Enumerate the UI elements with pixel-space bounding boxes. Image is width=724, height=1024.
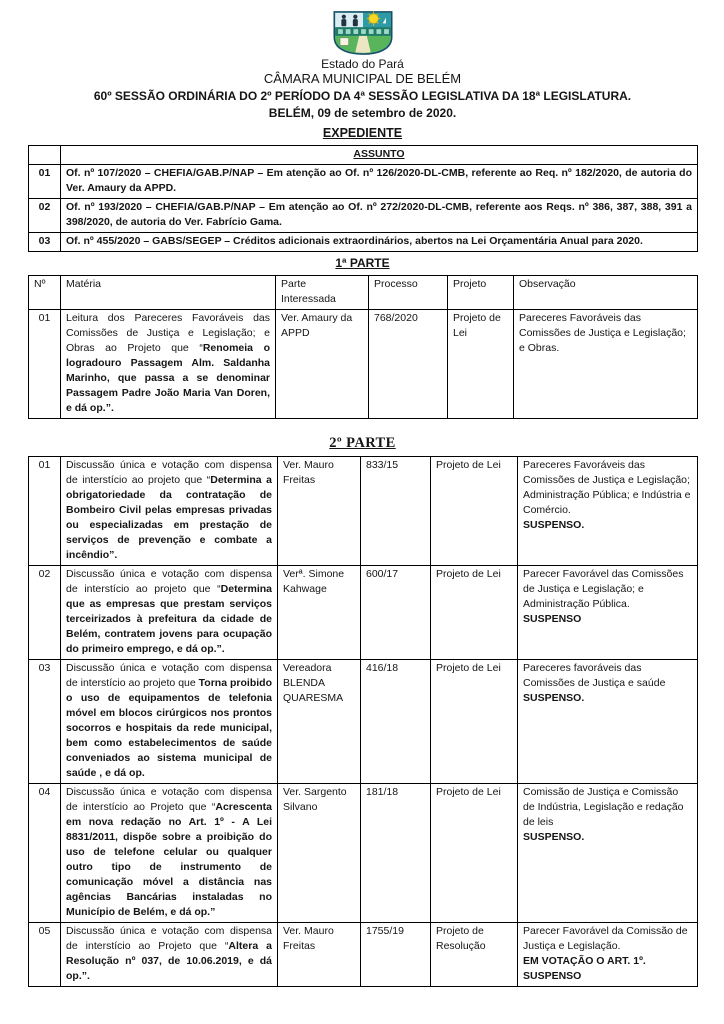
processo-cell: 416/18 (361, 660, 431, 784)
parte1-heading: 1ª PARTE (335, 256, 390, 270)
observacao-text: Pareceres Favoráveis das Comissões de Justiça e Legislação; Administração Pública; e Indústria e Comércio. (523, 459, 691, 516)
observacao-status: SUSPENSO. (523, 519, 585, 531)
materia-bold-text: Determina que as empresas que prestam serviços terceirizados à prefeitura da cidade de Belém, contratem jovens para ocupação do primeiro emprego, e dá op. (66, 583, 272, 655)
materia-end-text: ”. (109, 549, 118, 561)
figure-right-body (352, 19, 357, 26)
chapel-building (340, 38, 349, 46)
materia-bold-text: Torna proibido o uso de equipamentos de telefonia móvel em blocos cirúrgicos nos prontos socorros e hospitais da rede municipal, bem como estabelecimentos de saúde conveniados ao sistema municipal de saúde , e dá op. (66, 677, 272, 779)
observacao-status: EM VOTAÇÃO O ART. 1º. (523, 955, 646, 967)
expediente-heading: EXPEDIENTE (322, 126, 403, 140)
processo-cell: 181/18 (361, 784, 431, 923)
col-header-projeto: Projeto (448, 276, 514, 310)
parte2-row (29, 784, 698, 923)
expediente-table (28, 145, 698, 252)
assunto-cell: Of. nº 455/2020 – GABS/SEGEP – Créditos adicionais extraordinários, abertos na Lei Orçamentária Anual para 2020. (61, 233, 698, 252)
assunto-header-row (29, 146, 698, 165)
parte2-row (29, 457, 698, 566)
observacao-status: SUSPENSO (523, 613, 582, 625)
assunto-cell: Of. nº 193/2020 – CHEFIA/GAB.P/NAP – Em atenção ao Of. nº 272/2020-DL-CMB, referente aos Reqs. nº 386, 387, 388, 391 a 398/2020, de autoria do Ver. Fabrício Gama. (61, 199, 698, 233)
materia-end-text: ”. (105, 402, 114, 414)
sun-icon (368, 14, 378, 24)
materia-text: Discussão única e votação com dispensa de interstício ao Projeto que “ (66, 786, 272, 813)
parte-interessada-cell: Ver. Mauro Freitas (278, 923, 361, 987)
sky-left-quarter (335, 13, 363, 27)
projeto-cell: Projeto de Lei (431, 457, 518, 566)
assunto-header-cell: ASSUNTO (61, 146, 698, 165)
parte-interessada-cell: Ver. Amaury da APPD (276, 310, 369, 419)
chamber-title: CÂMARA MUNICIPAL DE BELÉM (263, 71, 462, 86)
parte1-row (29, 310, 698, 419)
materia-bold-text: Renomeia o logradouro Passagem Alm. Saldanha Marinho, que passa a se denominar Passagem Padre João Maria Van Doren, e dá op. (66, 342, 270, 414)
materia-bold-text: Altera a Resolução nº 037, de 10.06.2019, e dá op. (66, 940, 272, 982)
parte2-row (29, 566, 698, 660)
row-number-cell: 04 (29, 784, 61, 923)
row-number-cell: 01 (29, 310, 61, 419)
observacao-cell (518, 784, 698, 923)
observacao-text: Parecer Favorável da Comissão de Justiça e Legislação. (523, 925, 688, 952)
row-number-cell: 03 (29, 233, 61, 252)
state-title: Estado do Pará (321, 57, 404, 71)
materia-text: Discussão única e votação com dispensa de interstício ao projeto que (66, 662, 272, 689)
parte-interessada-cell: Ver. Sargento Silvano (278, 784, 361, 923)
materia-text: Discussão única e votação com dispensa de interstício ao Projeto que “ (66, 925, 272, 952)
observacao-text: Comissão de Justiça e Comissão de Indústria, Legislação e redação de leis (523, 786, 684, 828)
parte-interessada-cell: Vereadora BLENDA QUARESMA (278, 660, 361, 784)
parte2-table (28, 456, 698, 987)
materia-text: Discussão única e votação com dispensa de interstício ao projeto que “ (66, 568, 272, 595)
materia-cell (61, 310, 276, 419)
expediente-row (29, 233, 698, 252)
row-number-cell: 01 (29, 457, 61, 566)
projeto-cell: Projeto de Lei (431, 660, 518, 784)
materia-bold-text: Determina a obrigatoriedade da contratação de Bombeiro Civil pelas empresas privadas ou especializadas em prestação de serviços de prevenção e combate a incêndio (66, 474, 273, 561)
col-header-processo: Processo (369, 276, 448, 310)
parte-interessada-cell: Verª. Simone Kahwage (278, 566, 361, 660)
materia-cell (61, 660, 278, 784)
document-header (28, 10, 697, 141)
materia-bold-text: Acrescenta em nova redação no Art. 1º - A Lei 8831/2011, dispõe sobre a proibição do uso de telefone celular ou qualquer outro tipo de instrumento de comunicação móvel a distância nas agências Bancárias instaladas no Município de Belém, e dá op. (66, 801, 272, 918)
row-number-cell: 05 (29, 923, 61, 987)
col-header-num: Nº (29, 276, 61, 310)
row-number-cell: 02 (29, 199, 61, 233)
session-title: 60º SESSÃO ORDINÁRIA DO 2º PERÍODO DA 4ª SESSÃO LEGISLATIVA DA 18ª LEGISLATURA. (93, 89, 632, 103)
materia-cell (61, 457, 278, 566)
parte-interessada-cell: Ver. Mauro Freitas (278, 457, 361, 566)
observacao-text: Pareceres favoráveis das Comissões de Justiça e saúde (523, 662, 666, 689)
row-number-cell: 01 (29, 165, 61, 199)
projeto-cell: Projeto de Lei (431, 566, 518, 660)
col-header-observacao: Observação (514, 276, 698, 310)
figure-left-body (341, 19, 346, 26)
processo-cell: 833/15 (361, 457, 431, 566)
row-number-cell: 03 (29, 660, 61, 784)
parte2-row (29, 923, 698, 987)
expediente-row (29, 165, 698, 199)
processo-cell: 600/17 (361, 566, 431, 660)
materia-end-text: ”. (81, 970, 90, 982)
observacao-status: SUSPENSO. (523, 831, 585, 843)
row-number-cell: 02 (29, 566, 61, 660)
parte2-row (29, 660, 698, 784)
figure-left-head (341, 15, 345, 19)
observacao-text: Parecer Favorável das Comissões de Justiça e Legislação; e Administração Pública. (523, 568, 684, 610)
materia-cell (61, 923, 278, 987)
expediente-row (29, 199, 698, 233)
col-header-parte: Parte Interessada (276, 276, 369, 310)
observacao-cell (518, 660, 698, 784)
materia-text: Leitura dos Pareceres Favoráveis das Comissões de Justiça e Legislação; e Obras ao Projeto que “ (66, 312, 270, 354)
materia-text: Discussão única e votação com dispensa de interstício ao projeto que “ (66, 459, 272, 486)
processo-cell: 768/2020 (369, 310, 448, 419)
observacao-status-2: SUSPENSO (523, 970, 582, 982)
materia-end-text: ” (210, 906, 216, 918)
observacao-text: Pareceres Favoráveis das Comissões de Justiça e Legislação; e Obras. (519, 312, 686, 354)
figure-right-head (353, 15, 357, 19)
projeto-cell: Projeto de Lei (431, 784, 518, 923)
materia-end-text: ”. (216, 643, 225, 655)
projeto-cell: Projeto de Resolução (431, 923, 518, 987)
assunto-cell: Of. nº 107/2020 – CHEFIA/GAB.P/NAP – Em atenção ao Of. nº 126/2020-DL-CMB, referente ao Req. nº 182/2020, de autoria do Ver. Amaury da APPD. (61, 165, 698, 199)
belem-coat-of-arms-logo (331, 10, 395, 56)
observacao-cell (518, 566, 698, 660)
materia-cell (61, 566, 278, 660)
session-date: BELÉM, 09 de setembro de 2020. (268, 106, 457, 120)
materia-cell (61, 784, 278, 923)
processo-cell: 1755/19 (361, 923, 431, 987)
projeto-cell: Projeto de Lei (448, 310, 514, 419)
observacao-cell (514, 310, 698, 419)
assunto-empty-header-cell (29, 146, 61, 165)
parte2-heading: 2º PARTE (329, 435, 396, 451)
observacao-status: SUSPENSO. (523, 692, 585, 704)
col-header-materia: Matéria (61, 276, 276, 310)
parte1-column-header-row (29, 276, 698, 310)
parte1-table (28, 275, 698, 419)
observacao-cell (518, 923, 698, 987)
observacao-cell (518, 457, 698, 566)
